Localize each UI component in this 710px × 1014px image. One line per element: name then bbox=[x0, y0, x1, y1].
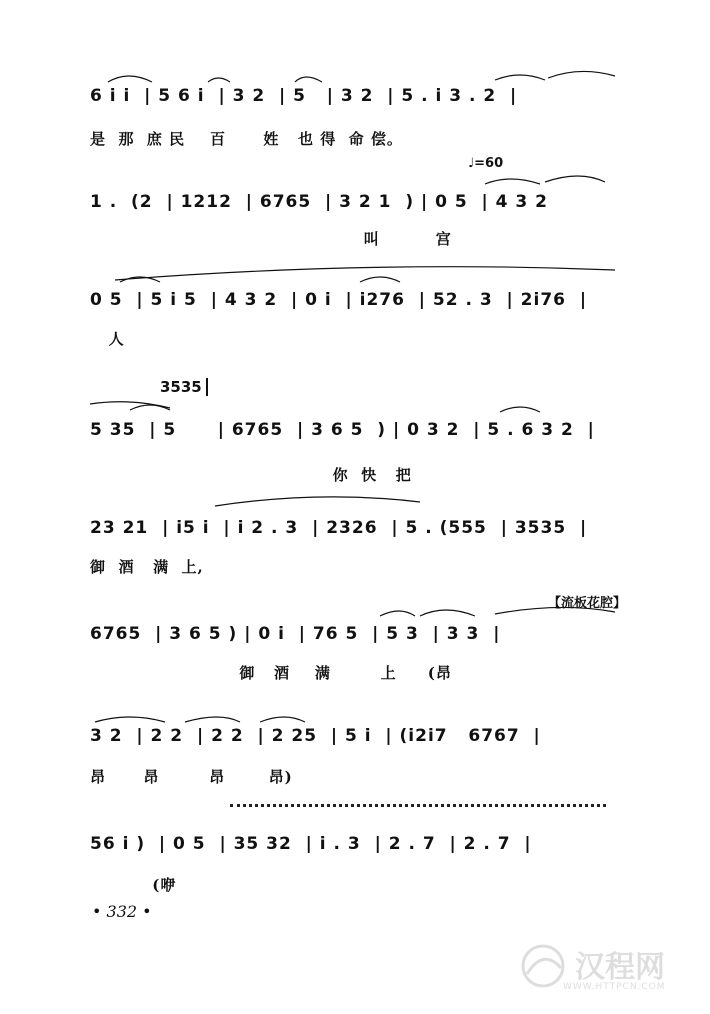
lyrics-line: 叫 宫 bbox=[90, 230, 452, 248]
lyrics-line: 是 那 庶 民 百 姓 也 得 命 偿。 bbox=[90, 130, 403, 148]
slur-marks bbox=[90, 376, 620, 426]
notes-line: 6765 | 3 6 5 ) | 0 i | 76 5 | 5 3 | 3 3 | bbox=[90, 624, 501, 644]
lyrics-line: 你 快 把 bbox=[90, 466, 412, 484]
watermark-text: 汉程网 bbox=[575, 950, 665, 985]
lyrics-line: 人 bbox=[90, 330, 125, 348]
lyrics-line: 御 酒 满 上 (昂 bbox=[90, 664, 452, 682]
notes-line: 6 i i | 5 6 i | 3 2 | 5 | 3 2 | 5 . i 3 . 2 | bbox=[90, 86, 518, 106]
notes-line: 56 i ) | 0 5 | 35 32 | i . 3 | 2 . 7 | 2 . 7 | bbox=[90, 834, 532, 854]
lyrics-line: (咿 bbox=[90, 876, 177, 894]
notes-line: 0 5 | 5 i 5 | 4 3 2 | 0 i | i276 | 52 . 3 | 2i76 | bbox=[90, 290, 588, 310]
watermark-url: WWW.HTTPCN.COM bbox=[563, 982, 666, 992]
boxed-phrase: 3535 bbox=[160, 378, 208, 396]
page-number: • 332 • bbox=[92, 902, 152, 921]
lyrics-line: 御 酒 满 上, bbox=[90, 558, 204, 576]
watermark bbox=[515, 938, 695, 1000]
lyrics-line: 昂 昂 昂 昂) bbox=[90, 768, 293, 786]
notes-line: 23 21 | i5 i | i 2 . 3 | 2326 | 5 . (555 | 3535 | bbox=[90, 518, 588, 538]
notes-line: 1 . (2 | 1212 | 6765 | 3 2 1 ) | 0 5 | 4 3 2 bbox=[90, 192, 548, 212]
tempo-mark: ♩=60 bbox=[468, 156, 504, 171]
section-tag: 【流板花腔】 bbox=[548, 596, 627, 611]
notes-line: 3 2 | 2 2 | 2 2 | 2 25 | 5 i | (i2i7 6767 | bbox=[90, 726, 541, 746]
dotted-trill-line bbox=[230, 804, 606, 807]
notes-line: 5 35 | 5 | 6765 | 3 6 5 ) | 0 3 2 | 5 . 6 3 2 | bbox=[90, 420, 595, 440]
